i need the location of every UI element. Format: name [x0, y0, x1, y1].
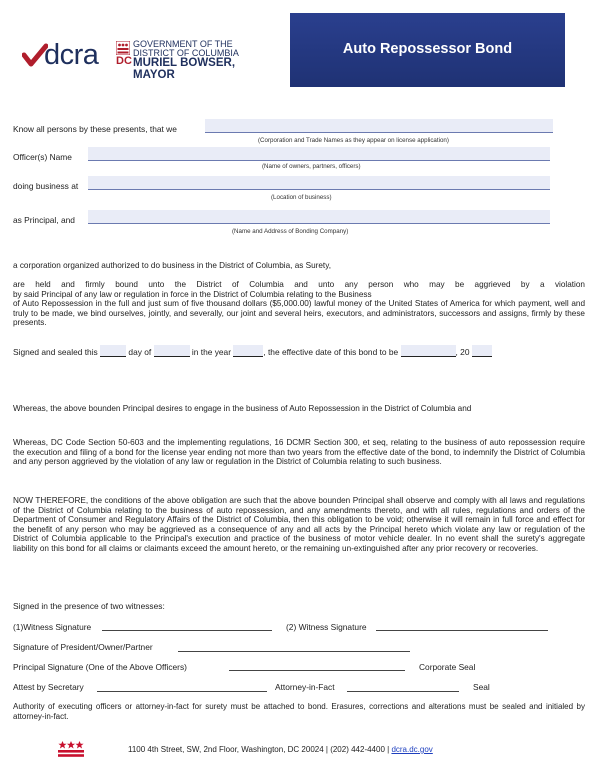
held-line-2: by said Principal of any law or regulation in force in the District of Columbia relating to the Business [13, 289, 372, 299]
dba-label: doing business at [13, 181, 79, 191]
seal-label: Seal [473, 682, 490, 692]
authority-note: Authority of executing officers or attorney-in-fact for surety must be attached to bond. Erasures, corrections and alterations must be sealed and initialed by attorney-in-fact. [13, 702, 585, 721]
business-location-field[interactable] [88, 176, 550, 190]
corporate-seal-label: Corporate Seal [419, 662, 476, 672]
officers-hint: (Name of owners, partners, officers) [262, 163, 361, 170]
corporation-name-field[interactable] [205, 119, 553, 133]
witness1-label: (1)Witness Signature [13, 622, 92, 632]
signed-sealed-line [13, 345, 593, 357]
officers-name-field[interactable] [88, 147, 550, 161]
effective-year-field[interactable] [472, 345, 492, 357]
secretary-signature-line[interactable] [97, 690, 267, 692]
held-rest: of Auto Repossession in the full and just sum of five thousand dollars ($5,000.00) lawful money of the United States of America for which payment, well and truly to be made, we bind ourselves, jointly, and severally, our joint and several heirs, executors, and administrators, successors and assigns, firmly by these presents. [13, 299, 585, 328]
president-signature-line[interactable] [178, 650, 410, 652]
footer-address: 1100 4th Street, SW, 2nd Floor, Washington, DC 20024 | (202) 442-4400 | [128, 745, 390, 754]
principal-hint: (Name and Address of Bonding Company) [232, 228, 349, 235]
witness2-signature-line[interactable] [376, 629, 548, 631]
signed-text-2: day of [128, 347, 152, 357]
logo-dc: DC [116, 55, 132, 67]
attorney-label: Attorney-in-Fact [275, 682, 335, 692]
attest-label: Attest by Secretary [13, 682, 84, 692]
signed-text-4: , the effective date of this bond to be [263, 347, 399, 357]
principal-sig-label: Principal Signature (One of the Above Officers) [13, 662, 187, 672]
gov-label [133, 40, 239, 58]
therefore-paragraph: NOW THEREFORE, the conditions of the above obligation are such that the above bounden Principal shall observe and comply with all laws and regulations of the District of Columbia relating to the business of auto repossession, and any amendments thereto, and with all rules, regulations and orders of the Department of Consumer and Regulatory Affairs of the District of Columbia, then this obligation to be void; otherwise it will remain in full force and effect for the benefit of any person who may be aggrieved as a consequence of any and all acts by the Principal hereto which violate any law or regulation of the District of Columbia applicable to the Principal's execution and practice of the business of motor vehicle dealer. In no event shall the surety's aggregate liability on this bond for all claims or claimants exceed the amount hereto, or the remaining un-extinguished after any prior recovery or recoveries. [13, 496, 585, 553]
held-line-1: are held and firmly bound unto the District of Columbia and unto any person who may be aggrieved by a violation [13, 280, 585, 289]
presence-text: Signed in the presence of two witnesses: [13, 601, 165, 611]
witness1-signature-line[interactable] [102, 629, 272, 631]
signed-text-1: Signed and sealed this [13, 347, 98, 357]
president-label: Signature of President/Owner/Partner [13, 642, 153, 652]
mayor-name: MURIEL BOWSER, MAYOR [133, 57, 236, 81]
attorney-signature-line[interactable] [347, 690, 459, 692]
dc-flag-icon [58, 739, 84, 757]
day-field[interactable] [100, 345, 126, 357]
signed-text-3: in the year [191, 347, 231, 357]
footer [128, 745, 433, 754]
effective-date-field[interactable] [401, 345, 456, 357]
bonding-company-field[interactable] [88, 210, 550, 224]
know-hint: (Corporation and Trade Names as they appear on license application) [258, 137, 449, 144]
whereas-1: Whereas, the above bounden Principal desires to engage in the business of Auto Repossession in the District of Columbia and [13, 404, 472, 413]
dcra-logo [22, 36, 272, 81]
website-link[interactable]: dcra.dc.gov [391, 745, 433, 754]
held-paragraph [13, 280, 585, 328]
gov-line-2: DISTRICT OF COLUMBIA [133, 48, 239, 58]
witness2-label: (2) Witness Signature [286, 622, 367, 632]
principal-label: as Principal, and [13, 215, 75, 225]
month-field[interactable] [154, 345, 190, 357]
dc-stars-icon [116, 41, 130, 55]
signed-text-5: , 20 [455, 347, 470, 357]
page-title: Auto Repossessor Bond [342, 41, 513, 57]
gov-line-1: GOVERNMENT OF THE [133, 39, 233, 49]
principal-signature-line[interactable] [229, 669, 405, 671]
year-field[interactable] [233, 345, 263, 357]
surety-text: a corporation organized authorized to do business in the District of Columbia, as Surety, [13, 261, 331, 270]
dba-hint: (Location of business) [271, 194, 332, 201]
know-label: Know all persons by these presents, that we [13, 124, 177, 134]
whereas-2: Whereas, DC Code Section 50-603 and the implementing regulations, 16 DCMR Section 300, et seq, relating to the business of auto repossession require the execution and filing of a bond for the license year ending not more than two years from the effective date of the bond, to indemnify the District of Columbia and any person aggrieved by the violation of any law or regulation in the District of Columbia relating to such business. [13, 438, 585, 467]
title-banner [290, 13, 565, 87]
officers-label: Officer(s) Name [13, 152, 72, 162]
logo-wordmark: dcra [44, 39, 99, 71]
